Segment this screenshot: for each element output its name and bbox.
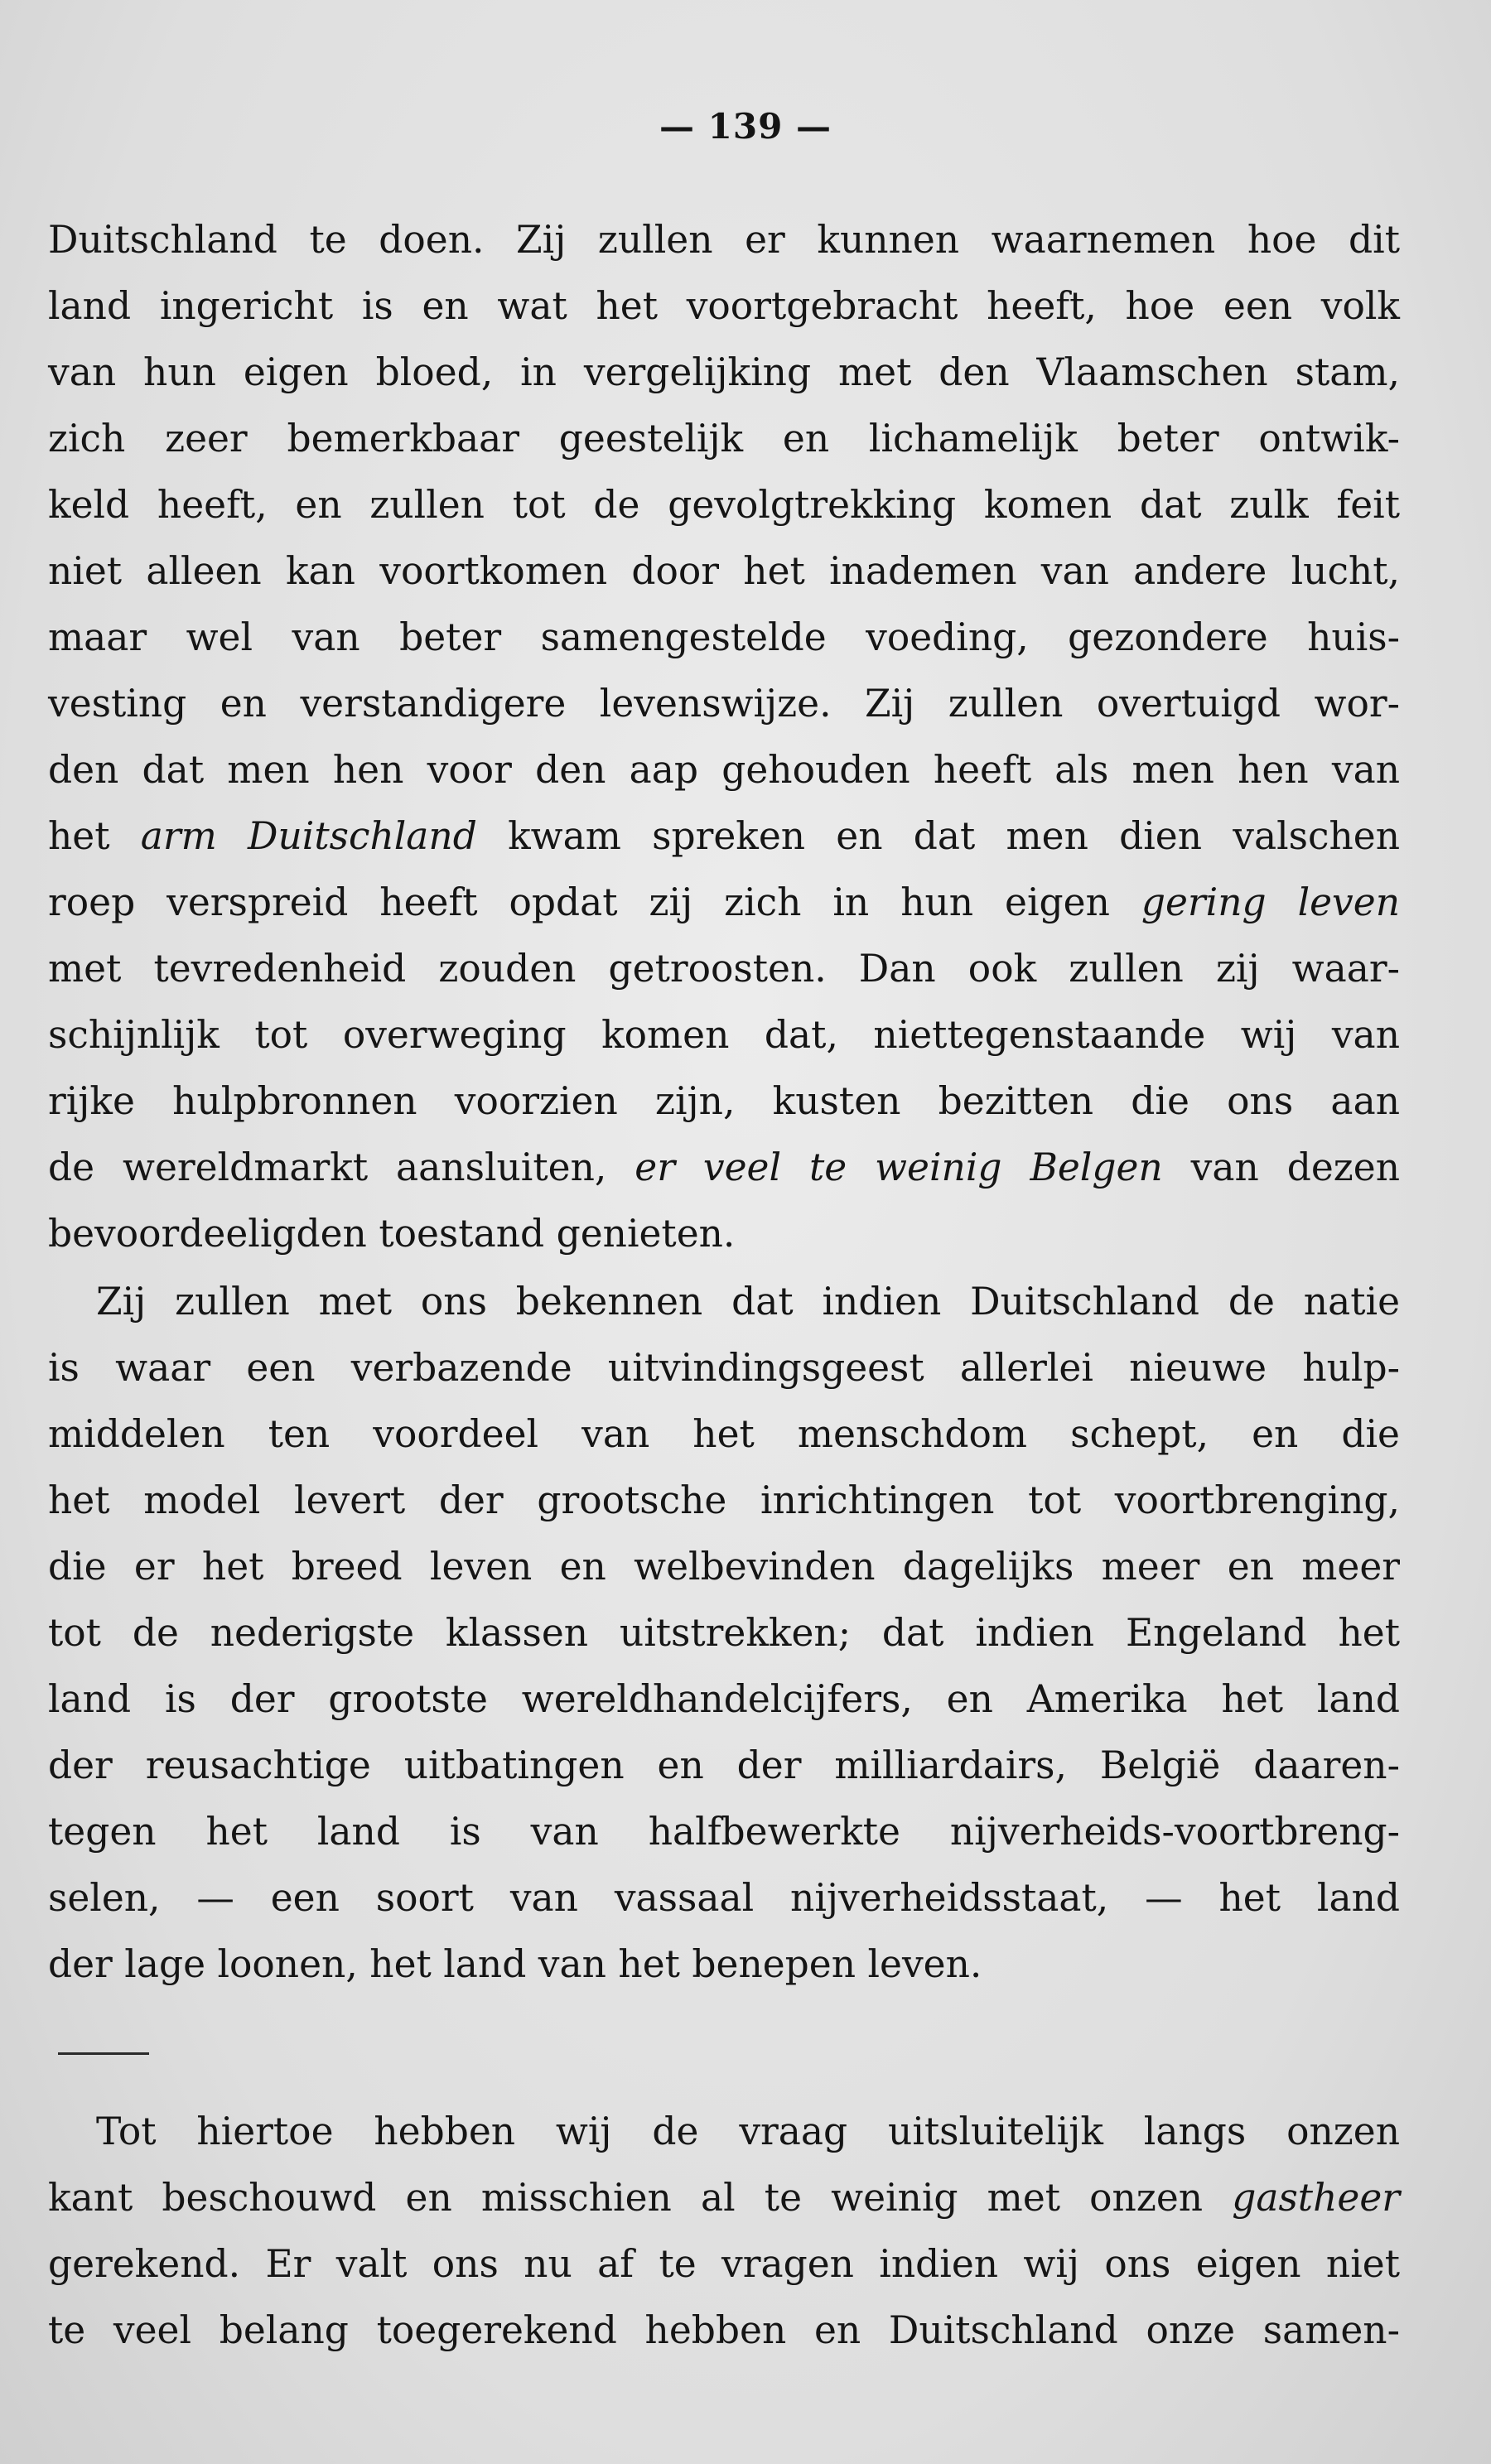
- text-line: der reusachtige uitbatingen en der milliardairs, België daaren-: [48, 1743, 1400, 1787]
- text-run: kant beschouwd en misschien al te weinig met onzen: [48, 2176, 1233, 2220]
- italic-text: arm Duitschland: [140, 814, 477, 858]
- text-line: land ingericht is en wat het voortgebracht heeft, hoe een volk: [48, 284, 1400, 328]
- text-line: schijnlijk tot overweging komen dat, niettegenstaande wij van: [48, 1013, 1400, 1057]
- text-line: [48, 870, 1400, 936]
- text-line: [48, 1135, 1400, 1201]
- text-line: niet alleen kan voortkomen door het inademen van andere lucht,: [48, 549, 1400, 593]
- text-line: gerekend. Er valt ons nu af te vragen indien wij ons eigen niet: [48, 2242, 1400, 2286]
- text-line: rijke hulpbronnen voorzien zijn, kusten bezitten die ons aan: [48, 1079, 1400, 1123]
- text-run: het: [48, 814, 141, 858]
- text-line: het model levert der grootsche inrichtingen tot voortbrenging,: [48, 1478, 1400, 1522]
- text-line: zich zeer bemerkbaar geestelijk en lichamelijk beter ontwik-: [48, 417, 1400, 460]
- paragraph-2: [48, 1269, 1400, 1998]
- text-line: met tevredenheid zouden getroosten. Dan ook zullen zij waar-: [48, 947, 1400, 991]
- italic-text: gastheer: [1232, 2176, 1400, 2220]
- paragraph-1: [48, 207, 1400, 1267]
- italic-text: er veel te weinig Belgen: [635, 1145, 1163, 1189]
- text-line: Tot hiertoe hebben wij de vraag uitsluitelijk langs onzen: [96, 2110, 1400, 2153]
- text-line: land is der grootste wereldhandelcijfers, en Amerika het land: [48, 1677, 1400, 1721]
- text-line: den dat men hen voor den aap gehouden heeft als men hen van: [48, 748, 1400, 792]
- text-line: tegen het land is van halfbewerkte nijverheids-voortbreng-: [48, 1810, 1400, 1854]
- text-run: roep verspreid heeft opdat zij zich in hun eigen: [48, 880, 1141, 924]
- text-line: der lage loonen, het land van het benepen leven.: [48, 1942, 982, 1986]
- text-line: tot de nederigste klassen uitstrekken; dat indien Engeland het: [48, 1611, 1400, 1655]
- text-line: te veel belang toegerekend hebben en Duitschland onze samen-: [48, 2308, 1400, 2352]
- text-line: maar wel van beter samengestelde voeding, gezondere huis-: [48, 615, 1400, 659]
- text-line: [48, 2165, 1400, 2231]
- text-line: selen, — een soort van vassaal nijverheidsstaat, — het land: [48, 1876, 1400, 1920]
- text-line: Duitschland te doen. Zij zullen er kunnen waarnemen hoe dit: [48, 218, 1400, 262]
- text-run: kwam spreken en dat men dien valschen: [476, 814, 1400, 858]
- text-line: Zij zullen met ons bekennen dat indien Duitschland de natie: [96, 1280, 1400, 1324]
- text-line: vesting en verstandigere levenswijze. Zij zullen overtuigd wor-: [48, 682, 1400, 726]
- text-run: van dezen: [1162, 1145, 1401, 1189]
- text-line: is waar een verbazende uitvindingsgeest allerlei nieuwe hulp-: [48, 1346, 1400, 1390]
- text-line: van hun eigen bloed, in vergelijking met den Vlaamschen stam,: [48, 350, 1400, 394]
- text-line: bevoordeeligden toestand genieten.: [48, 1212, 736, 1256]
- text-run: de wereldmarkt aansluiten,: [48, 1145, 635, 1189]
- text-line: keld heeft, en zullen tot de gevolgtrekking komen dat zulk feit: [48, 483, 1400, 527]
- text-line: middelen ten voordeel van het menschdom schept, en die: [48, 1412, 1400, 1456]
- section-divider: [58, 2052, 149, 2055]
- text-line: die er het breed leven en welbevinden dagelijks meer en meer: [48, 1545, 1400, 1589]
- italic-text: gering leven: [1141, 880, 1400, 924]
- page-number: — 139 —: [659, 106, 832, 147]
- paragraph-3: [48, 2099, 1400, 2364]
- text-line: [48, 803, 1400, 870]
